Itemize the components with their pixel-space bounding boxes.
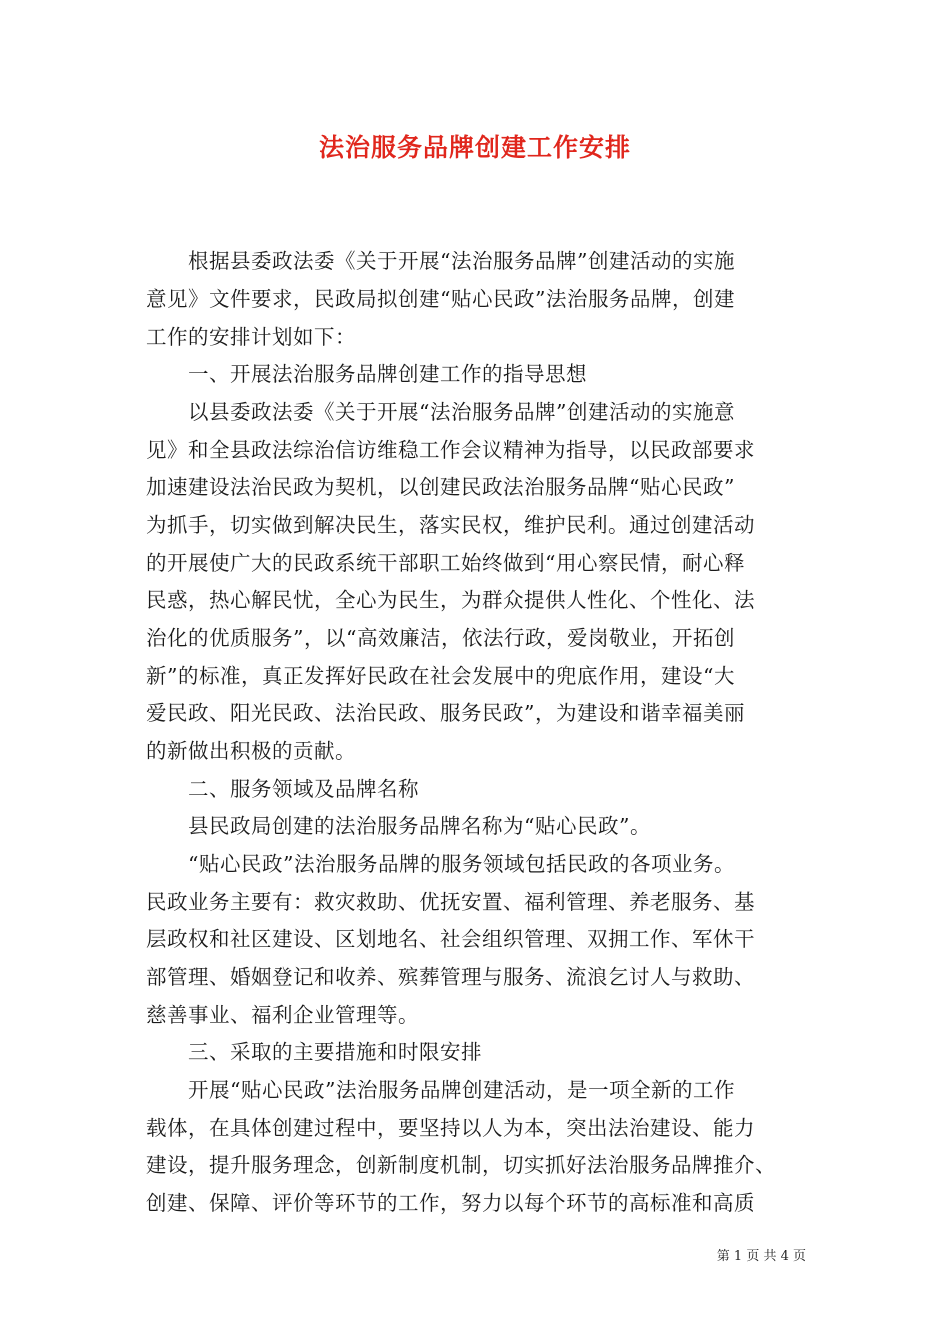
document-title: 法治服务品牌创建工作安排 <box>318 133 631 162</box>
body-line: 加速建设法治民政为契机，以创建民政法治服务品牌“贴心民政” <box>146 475 735 499</box>
page-number-footer: 第 1 页 共 4 页 <box>716 1249 806 1264</box>
body-line: 部管理、婚姻登记和收养、殡葬管理与服务、流浪乞讨人与救助、 <box>146 965 755 989</box>
body-line: 爱民政、阳光民政、法治民政、服务民政”，为建设和谐幸福美丽 <box>146 701 745 725</box>
section-heading: 一、开展法治服务品牌创建工作的指导思想 <box>146 362 587 386</box>
body-line: 县民政局创建的法治服务品牌名称为“贴心民政”。 <box>146 814 651 838</box>
body-line: 见》和全县政法综治信访维稳工作会议精神为指导，以民政部要求 <box>146 438 755 462</box>
body-line: 载体，在具体创建过程中，要坚持以人为本，突出法治建设、能力 <box>146 1116 755 1140</box>
body-line: 工作的安排计划如下： <box>146 325 356 349</box>
section-heading: 三、采取的主要措施和时限安排 <box>146 1040 482 1064</box>
body-line: 民惑，热心解民忧，全心为民生，为群众提供人性化、个性化、法 <box>146 588 755 612</box>
body-line: 创建、保障、评价等环节的工作，努力以每个环节的高标准和高质 <box>146 1191 755 1215</box>
body-line: 的新做出积极的贡献。 <box>146 739 356 763</box>
body-line: 建设，提升服务理念，创新制度机制，切实抓好法治服务品牌推介、 <box>146 1153 776 1177</box>
body-line: 以县委政法委《关于开展“法治服务品牌”创建活动的实施意 <box>146 400 735 424</box>
body-line: 意见》文件要求，民政局拟创建“贴心民政”法治服务品牌，创建 <box>146 287 735 311</box>
body-line: 民政业务主要有：救灾救助、优抚安置、福利管理、养老服务、基 <box>146 890 755 914</box>
section-heading: 二、服务领域及品牌名称 <box>146 777 419 801</box>
body-line: 根据县委政法委《关于开展“法治服务品牌”创建活动的实施 <box>146 249 735 273</box>
body-line: “贴心民政”法治服务品牌的服务领域包括民政的各项业务。 <box>146 852 735 876</box>
body-line: 新”的标准，真正发挥好民政在社会发展中的兜底作用，建设“大 <box>146 664 735 688</box>
body-line: 层政权和社区建设、区划地名、社会组织管理、双拥工作、军休干 <box>146 927 755 951</box>
body-line: 的开展使广大的民政系统干部职工始终做到“用心察民情，耐心释 <box>146 551 745 575</box>
body-line: 慈善事业、福利企业管理等。 <box>146 1003 419 1027</box>
body-line: 开展“贴心民政”法治服务品牌创建活动，是一项全新的工作 <box>146 1078 735 1102</box>
body-line: 为抓手，切实做到解决民生，落实民权，维护民利。通过创建活动 <box>146 513 755 537</box>
body-line: 治化的优质服务”，以“高效廉洁，依法行政，爱岗敬业，开拓创 <box>146 626 735 650</box>
